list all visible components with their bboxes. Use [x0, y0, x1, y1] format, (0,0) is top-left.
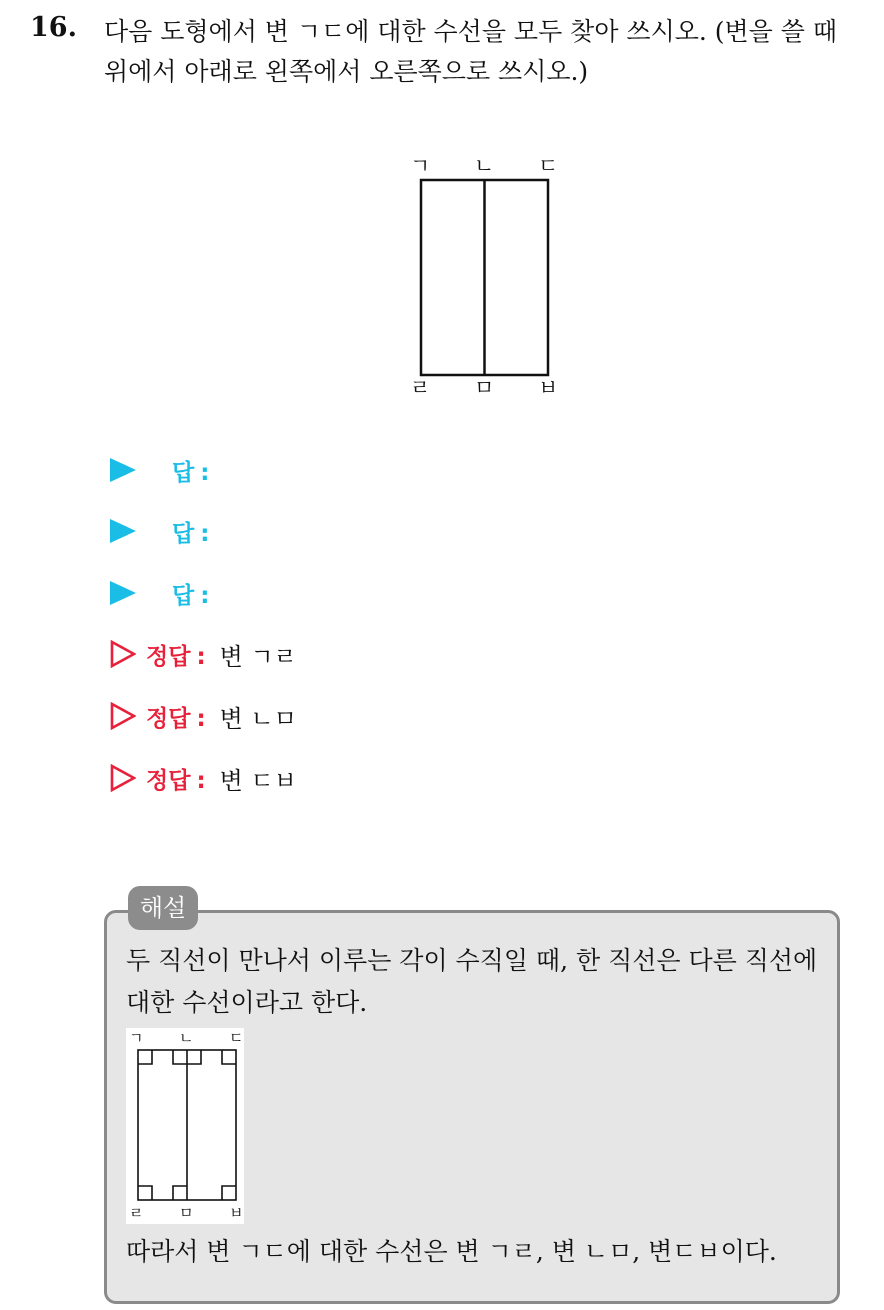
answer-label: 답 : [172, 582, 210, 609]
label-rieul: ㄹ [129, 1204, 144, 1222]
answer-row[interactable] [110, 511, 209, 551]
correct-answer-label: 정답 : [146, 767, 206, 794]
label-nieun: ㄴ [179, 1029, 194, 1047]
label-digeut: ㄷ [538, 154, 559, 178]
answer-label: 답 : [172, 520, 210, 547]
play-triangle-icon [110, 519, 136, 543]
play-triangle-icon [110, 581, 136, 605]
answer-label: 답 : [172, 459, 210, 486]
label-giyeok: ㄱ [410, 154, 431, 178]
question-number: 16. [30, 12, 77, 43]
play-triangle-icon [110, 458, 136, 482]
outline-triangle-icon [110, 640, 136, 668]
label-mieum: ㅁ [474, 376, 495, 400]
explanation-figure-lines [126, 1028, 244, 1224]
correct-answer-row [110, 634, 297, 674]
answer-row[interactable] [110, 450, 209, 490]
correct-answer-value: 변 ㄱㄹ [219, 642, 297, 671]
question-text: 다음 도형에서 변 ㄱㄷ에 대한 수선을 모두 찾아 쓰시오. (변을 쓸 때 위에서 아래로 왼쪽에서 오른쪽으로 쓰시오.) [104, 17, 838, 86]
outline-triangle-icon [110, 764, 136, 792]
label-bieup: ㅂ [229, 1204, 244, 1222]
label-rieul: ㄹ [410, 376, 431, 400]
label-mieum: ㅁ [179, 1204, 194, 1222]
label-giyeok: ㄱ [129, 1029, 144, 1047]
label-nieun: ㄴ [474, 154, 495, 178]
outline-triangle-icon [110, 702, 136, 730]
correct-answer-value: 변 ㄷㅂ [219, 766, 297, 795]
correct-answer-row [110, 758, 297, 798]
answer-row[interactable] [110, 573, 209, 613]
explanation-conclusion: 따라서 변 ㄱㄷ에 대한 수선은 변 ㄱㄹ, 변 ㄴㅁ, 변ㄷㅂ이다. [126, 1237, 777, 1266]
rectangle-figure [400, 150, 570, 400]
explanation-figure [126, 1028, 244, 1224]
explanation-tag: 해설 [128, 886, 198, 930]
correct-answer-label: 정답 : [146, 705, 206, 732]
label-bieup: ㅂ [538, 376, 559, 400]
figure-lines [400, 150, 570, 400]
correct-answer-value: 변 ㄴㅁ [219, 704, 297, 733]
correct-answer-row [110, 696, 297, 736]
label-digeut: ㄷ [229, 1029, 244, 1047]
explanation-text: 두 직선이 만나서 이루는 각이 수직일 때, 한 직선은 다른 직선에 대한 수선이라고 한다. [126, 946, 818, 1017]
correct-answer-label: 정답 : [146, 643, 206, 670]
